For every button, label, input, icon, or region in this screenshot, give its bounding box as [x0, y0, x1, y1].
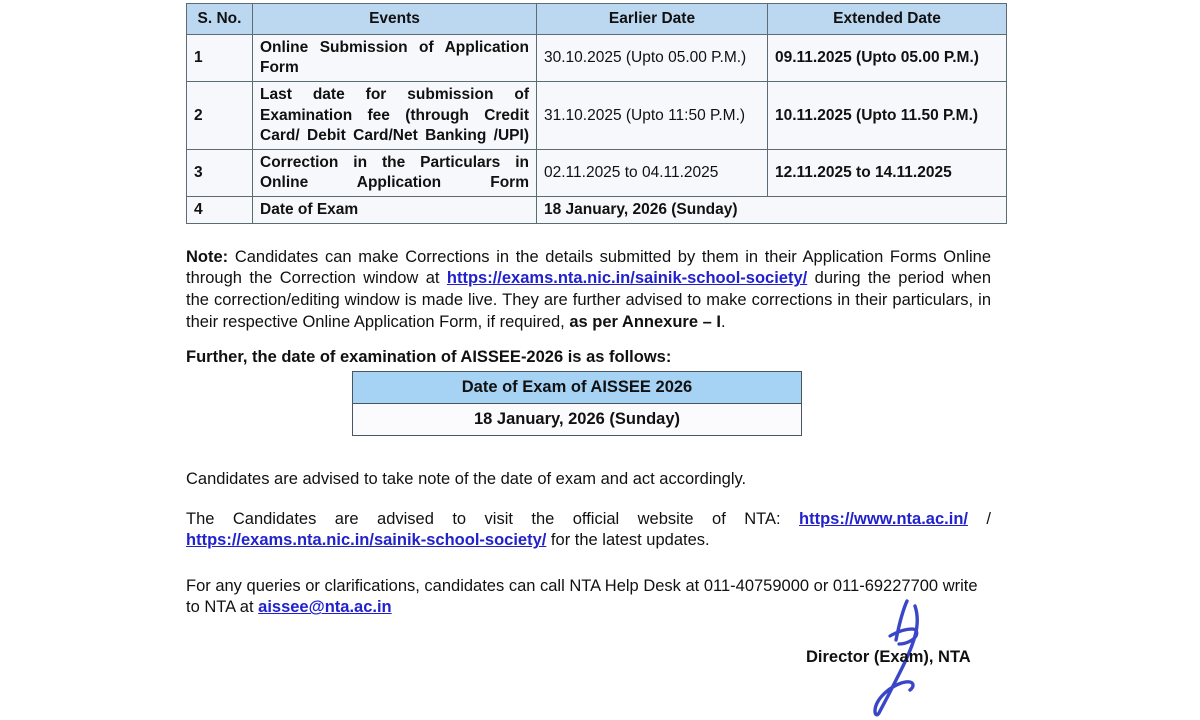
email-link[interactable]: aissee@nta.ac.in [258, 598, 392, 617]
column-header-earlier: Earlier Date [537, 4, 768, 35]
table-row [187, 35, 1007, 82]
visit-text-2: for the latest updates. [546, 531, 710, 550]
signatory-title: Director (Exam), NTA [806, 648, 971, 666]
column-header-events: Events [253, 4, 537, 35]
row-sno: 1 [187, 35, 253, 82]
exam-table-value: 18 January, 2026 (Sunday) [353, 404, 802, 436]
schedule-table [186, 3, 1007, 224]
note-text-2: during the period when the correction/editing window is made live. They are further advised to make corrections in their particulars, in their respective Online Application Form, if required, [186, 269, 992, 332]
row-earlier-date: 30.10.2025 (Upto 05.00 P.M.) [537, 35, 768, 82]
note-text-1: Candidates can make Corrections in the details submitted by them in their Application Forms Online through the Correction window at [186, 247, 991, 288]
table-row [187, 82, 1007, 149]
note-paragraph [186, 247, 991, 335]
exam-date-table-container [352, 371, 802, 436]
exam-table-header-row [353, 372, 802, 404]
exam-date-table [352, 371, 802, 436]
row-extended-date: 12.11.2025 to 14.11.2025 [768, 149, 1007, 196]
row-extended-date: 10.11.2025 (Upto 11.50 P.M.) [768, 82, 1007, 149]
row-sno: 2 [187, 82, 253, 149]
visit-website-paragraph [186, 509, 991, 553]
row-sno: 3 [187, 149, 253, 196]
row-event: Correction in the Particulars in Online Application Form [253, 149, 537, 196]
row-earlier-date: 02.11.2025 to 04.11.2025 [537, 149, 768, 196]
row-sno: 4 [187, 197, 253, 224]
note-period: . [720, 313, 726, 332]
queries-text: For any queries or clarifications, candidates can call NTA Help Desk at 011-40759000 or 011-69227700 write to NTA at [186, 576, 978, 617]
visit-separator: / [967, 509, 991, 528]
row-extended-date: 09.11.2025 (Upto 05.00 P.M.) [768, 35, 1007, 82]
further-heading: Further, the date of examination of AISSEE-2026 is as follows: [186, 347, 672, 366]
row-earlier-date: 31.10.2025 (Upto 11:50 P.M.) [537, 82, 768, 149]
visit-text-1: The Candidates are advised to visit the official website of NTA: [186, 509, 799, 528]
exam-table-header: Date of Exam of AISSEE 2026 [353, 372, 802, 404]
sainik-school-society-link[interactable]: https://exams.nta.nic.in/sainik-school-society/ [186, 531, 547, 550]
row-event: Date of Exam [253, 197, 537, 224]
correction-window-link[interactable]: https://exams.nta.nic.in/sainik-school-society/ [446, 269, 808, 288]
signature-block [800, 600, 1060, 718]
nta-website-link[interactable]: https://www.nta.ac.in/ [799, 509, 968, 528]
column-header-extended: Extended Date [768, 4, 1007, 35]
note-label: Note: [186, 247, 229, 266]
table-row [187, 149, 1007, 196]
row-exam-date-merged: 18 January, 2026 (Sunday) [537, 197, 1007, 224]
row-event: Last date for submission of Examination fee (through Credit Card/ Debit Card/Net Banking /UPI) [253, 82, 537, 149]
column-header-sno: S. No. [187, 4, 253, 35]
row-event: Online Submission of Application Form [253, 35, 537, 82]
table-row [187, 197, 1007, 224]
annexure-reference: as per Annexure – I [569, 313, 721, 332]
table-header-row [187, 4, 1007, 35]
schedule-table-container [186, 3, 1006, 224]
advisory-paragraph: Candidates are advised to take note of the date of exam and act accordingly. [186, 469, 747, 488]
exam-table-row [353, 404, 802, 436]
